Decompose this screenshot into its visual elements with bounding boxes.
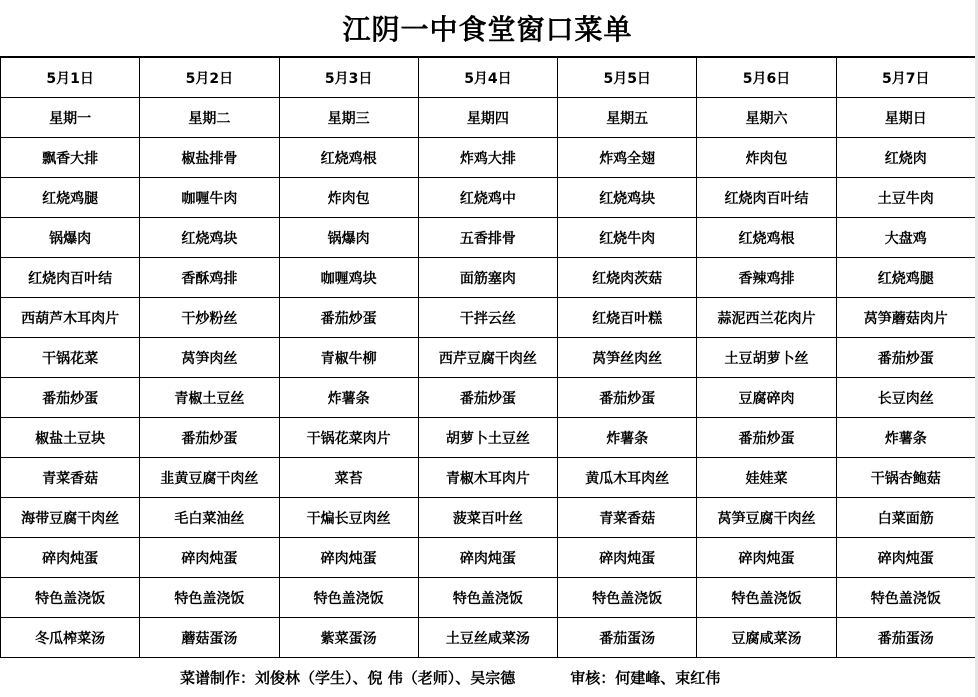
date-cell: 5月3日	[279, 58, 418, 98]
menu-row	[1, 418, 976, 458]
menu-row	[1, 178, 976, 218]
footer-review: 审核：何建峰、束红伟	[570, 669, 721, 687]
dish-cell: 碎肉炖蛋	[558, 538, 697, 578]
dish-cell: 面筋塞肉	[418, 258, 557, 298]
dish-cell: 红烧肉茨菇	[558, 258, 697, 298]
dish-cell: 干炒粉丝	[140, 298, 279, 338]
dish-cell: 干煸长豆肉丝	[279, 498, 418, 538]
dish-cell: 青菜香菇	[558, 498, 697, 538]
dish-cell: 特色盖浇饭	[279, 578, 418, 618]
dish-cell: 炸薯条	[836, 418, 975, 458]
dish-cell: 红烧鸡根	[697, 218, 836, 258]
dish-cell: 长豆肉丝	[836, 378, 975, 418]
date-cell: 5月4日	[418, 58, 557, 98]
dish-cell: 韭黄豆腐干肉丝	[140, 458, 279, 498]
menu-row	[1, 218, 976, 258]
menu-row	[1, 258, 976, 298]
dish-cell: 西芹豆腐干肉丝	[418, 338, 557, 378]
dish-cell: 番茄炒蛋	[418, 378, 557, 418]
dish-cell: 椒盐土豆块	[1, 418, 140, 458]
dish-cell: 红烧肉百叶结	[697, 178, 836, 218]
menu-table-body	[1, 58, 976, 658]
dish-cell: 莴笋豆腐干肉丝	[697, 498, 836, 538]
dish-cell: 红烧鸡腿	[1, 178, 140, 218]
dish-cell: 碎肉炖蛋	[1, 538, 140, 578]
dish-cell: 蘑菇蛋汤	[140, 618, 279, 658]
dish-cell: 蒜泥西兰花肉片	[697, 298, 836, 338]
dish-cell: 莴笋蘑菇肉片	[836, 298, 975, 338]
dish-cell: 红烧牛肉	[558, 218, 697, 258]
dish-cell: 红烧百叶糕	[558, 298, 697, 338]
dish-cell: 特色盖浇饭	[558, 578, 697, 618]
dish-cell: 碎肉炖蛋	[279, 538, 418, 578]
dish-cell: 番茄炒蛋	[279, 298, 418, 338]
dish-cell: 青菜香菇	[1, 458, 140, 498]
dish-cell: 黄瓜木耳肉丝	[558, 458, 697, 498]
dish-cell: 胡萝卜土豆丝	[418, 418, 557, 458]
date-cell: 5月7日	[836, 58, 975, 98]
dish-cell: 炸薯条	[279, 378, 418, 418]
dish-cell: 干锅杏鲍菇	[836, 458, 975, 498]
dish-cell: 大盘鸡	[836, 218, 975, 258]
dish-cell: 番茄炒蛋	[836, 338, 975, 378]
date-cell: 5月2日	[140, 58, 279, 98]
dish-cell: 土豆胡萝卜丝	[697, 338, 836, 378]
dish-cell: 冬瓜榨菜汤	[1, 618, 140, 658]
dish-cell: 飘香大排	[1, 138, 140, 178]
menu-row	[1, 458, 976, 498]
dish-cell: 紫菜蛋汤	[279, 618, 418, 658]
dish-cell: 干锅花菜	[1, 338, 140, 378]
dish-cell: 毛白菜油丝	[140, 498, 279, 538]
dish-cell: 土豆丝咸菜汤	[418, 618, 557, 658]
date-header-row	[1, 58, 976, 98]
dish-cell: 菠菜百叶丝	[418, 498, 557, 538]
dish-cell: 土豆牛肉	[836, 178, 975, 218]
menu-row	[1, 378, 976, 418]
menu-row	[1, 298, 976, 338]
weekday-cell: 星期三	[279, 98, 418, 138]
dish-cell: 红烧鸡中	[418, 178, 557, 218]
dish-cell: 红烧肉百叶结	[1, 258, 140, 298]
dish-cell: 锅爆肉	[1, 218, 140, 258]
dish-cell: 番茄炒蛋	[140, 418, 279, 458]
dish-cell: 红烧鸡根	[279, 138, 418, 178]
dish-cell: 番茄蛋汤	[558, 618, 697, 658]
dish-cell: 碎肉炖蛋	[697, 538, 836, 578]
dish-cell: 番茄炒蛋	[697, 418, 836, 458]
dish-cell: 炸肉包	[279, 178, 418, 218]
weekday-cell: 星期一	[1, 98, 140, 138]
weekday-cell: 星期六	[697, 98, 836, 138]
dish-cell: 海带豆腐干肉丝	[1, 498, 140, 538]
dish-cell: 碎肉炖蛋	[418, 538, 557, 578]
dish-cell: 特色盖浇饭	[418, 578, 557, 618]
dish-cell: 香辣鸡排	[697, 258, 836, 298]
weekday-header-row	[1, 98, 976, 138]
menu-row	[1, 338, 976, 378]
weekday-cell: 星期五	[558, 98, 697, 138]
dish-cell: 莴笋肉丝	[140, 338, 279, 378]
weekday-cell: 星期二	[140, 98, 279, 138]
dish-cell: 红烧鸡块	[558, 178, 697, 218]
dish-cell: 干拌云丝	[418, 298, 557, 338]
menu-row	[1, 138, 976, 178]
dish-cell: 炸肉包	[697, 138, 836, 178]
menu-row	[1, 498, 976, 538]
dish-cell: 番茄蛋汤	[836, 618, 975, 658]
dish-cell: 菜苔	[279, 458, 418, 498]
page-title: 江阴一中食堂窗口菜单	[0, 0, 975, 57]
dish-cell: 咖喱鸡块	[279, 258, 418, 298]
dish-cell: 碎肉炖蛋	[140, 538, 279, 578]
dish-cell: 豆腐咸菜汤	[697, 618, 836, 658]
dish-cell: 红烧肉	[836, 138, 975, 178]
dish-cell: 特色盖浇饭	[140, 578, 279, 618]
dish-cell: 红烧鸡块	[140, 218, 279, 258]
dish-cell: 豆腐碎肉	[697, 378, 836, 418]
menu-table	[0, 57, 976, 658]
date-cell: 5月6日	[697, 58, 836, 98]
menu-row	[1, 538, 976, 578]
date-cell: 5月1日	[1, 58, 140, 98]
dish-cell: 莴笋丝肉丝	[558, 338, 697, 378]
dish-cell: 娃娃菜	[697, 458, 836, 498]
dish-cell: 青椒土豆丝	[140, 378, 279, 418]
dish-cell: 特色盖浇饭	[836, 578, 975, 618]
dish-cell: 五香排骨	[418, 218, 557, 258]
dish-cell: 炸鸡大排	[418, 138, 557, 178]
dish-cell: 椒盐排骨	[140, 138, 279, 178]
dish-cell: 干锅花菜肉片	[279, 418, 418, 458]
date-cell: 5月5日	[558, 58, 697, 98]
dish-cell: 西葫芦木耳肉片	[1, 298, 140, 338]
dish-cell: 香酥鸡排	[140, 258, 279, 298]
dish-cell: 特色盖浇饭	[1, 578, 140, 618]
footer-credits: 菜谱制作：刘俊林（学生）、倪 伟（老师）、吴宗德	[180, 669, 516, 687]
dish-cell: 青椒木耳肉片	[418, 458, 557, 498]
menu-row	[1, 618, 976, 658]
dish-cell: 炸鸡全翅	[558, 138, 697, 178]
dish-cell: 特色盖浇饭	[697, 578, 836, 618]
dish-cell: 青椒牛柳	[279, 338, 418, 378]
footer	[0, 657, 975, 697]
dish-cell: 红烧鸡腿	[836, 258, 975, 298]
weekday-cell: 星期日	[836, 98, 975, 138]
dish-cell: 白菜面筋	[836, 498, 975, 538]
dish-cell: 锅爆肉	[279, 218, 418, 258]
dish-cell: 咖喱牛肉	[140, 178, 279, 218]
dish-cell: 碎肉炖蛋	[836, 538, 975, 578]
dish-cell: 炸薯条	[558, 418, 697, 458]
dish-cell: 番茄炒蛋	[558, 378, 697, 418]
weekday-cell: 星期四	[418, 98, 557, 138]
dish-cell: 番茄炒蛋	[1, 378, 140, 418]
menu-row	[1, 578, 976, 618]
